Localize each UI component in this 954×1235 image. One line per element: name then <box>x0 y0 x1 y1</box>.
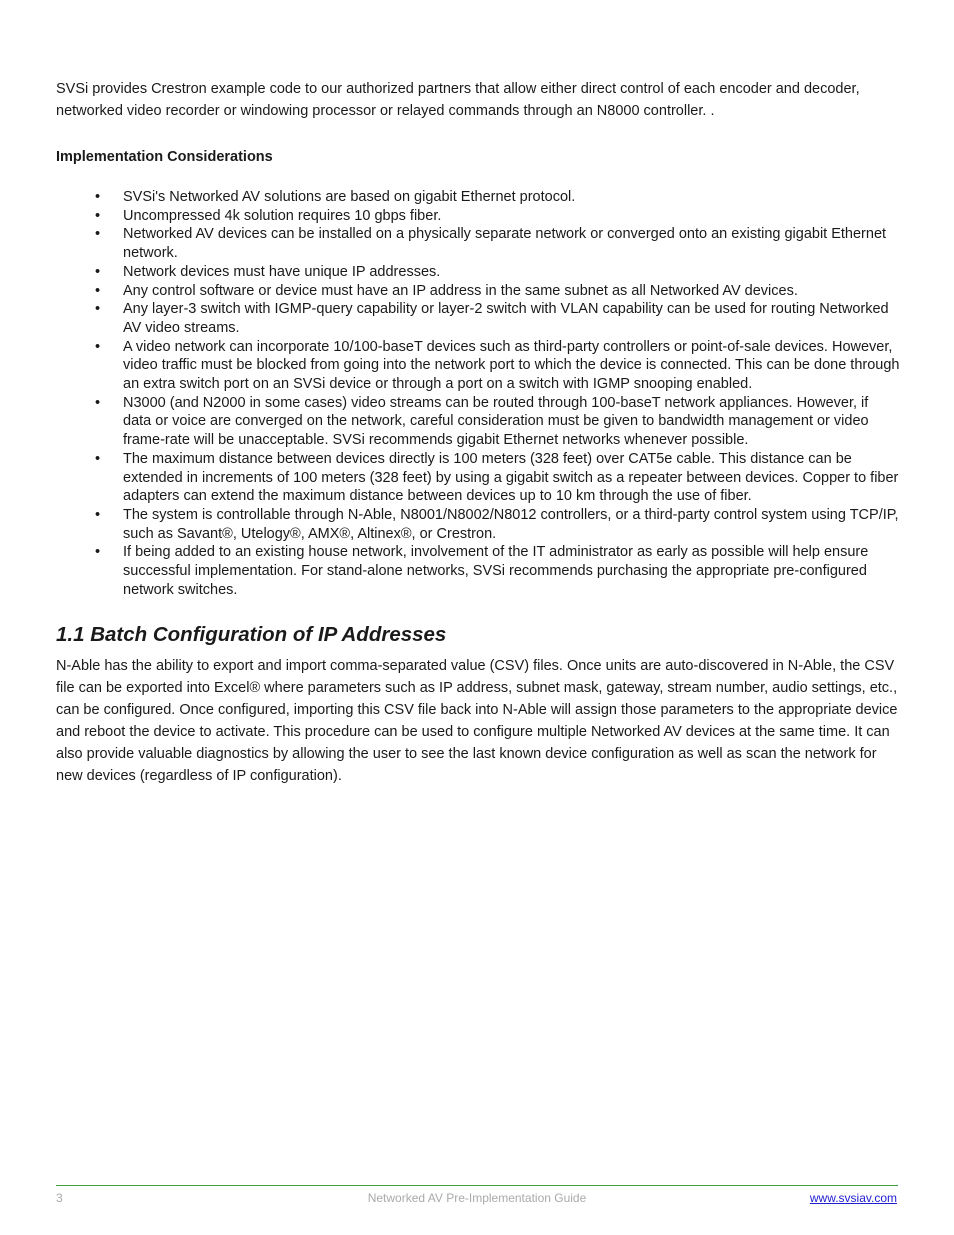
bullet-icon: • <box>95 394 101 411</box>
list-item <box>56 207 900 226</box>
intro-paragraph: SVSi provides Crestron example code to our authorized partners that allow either direct control of each encoder and decoder, networked video recorder or windowing processor or relayed commands through an N8000 controller. . <box>56 81 860 119</box>
list-item <box>56 300 900 337</box>
list-item-text: Any control software or device must have an IP address in the same subnet as all Networked AV devices. <box>123 282 798 299</box>
list-item <box>56 543 900 599</box>
section-heading: 1.1 Batch Configuration of IP Addresses <box>56 623 447 647</box>
bullet-icon: • <box>95 263 101 280</box>
bullet-icon: • <box>95 338 101 355</box>
considerations-list <box>56 188 900 599</box>
list-item <box>56 506 900 543</box>
list-item <box>56 225 900 262</box>
section-body-paragraph: N-Able has the ability to export and import comma-separated value (CSV) files. Once units are auto-discovered in N-Able, the CSV file can be exported into Excel® where parameters such as IP address, subnet mask, gateway, stream number, audio settings, etc., can be configured. Once configured, importing this CSV file back into N-Able will assign those parameters to the appropriate device and reboot the device to activate. This procedure can be used to configure multiple Networked AV devices at the same time. It can also provide valuable diagnostics by allowing the user to see the last known device configuration as well as scan the network for new devices (regardless of IP configuration). <box>56 658 898 785</box>
list-item-text: A video network can incorporate 10/100-baseT devices such as third-party controllers or point-of-sale devices. However, video traffic must be blocked from going into the network port to which the device is connected. This can be done through an extra switch port on an SVSi device or through a port on a switch with IGMP snooping enabled. <box>123 338 900 393</box>
list-item <box>56 338 900 394</box>
bullet-icon: • <box>95 450 101 467</box>
list-item-text: The system is controllable through N-Able, N8001/N8002/N8012 controllers, or a third-party control system using TCP/IP, such as Savant®, Utelogy®, AMX®, Altinex®, or Crestron. <box>123 506 899 542</box>
list-item <box>56 394 900 450</box>
list-item-text: Networked AV devices can be installed on a physically separate network or converged onto an existing gigabit Ethernet network. <box>123 226 887 262</box>
bullet-icon: • <box>95 282 101 299</box>
bullet-icon: • <box>95 301 101 318</box>
list-item <box>56 450 900 506</box>
list-item-text: Network devices must have unique IP addresses. <box>123 263 441 280</box>
list-item-text: N3000 (and N2000 in some cases) video streams can be routed through 100-baseT network appliances. However, if data or voice are converged on the network, careful consideration must be given to bandwidth management or video frame-rate will be unacceptable. SVSi recommends gigabit Ethernet networks whenever possible. <box>123 394 869 449</box>
bullet-icon: • <box>95 544 101 561</box>
bullet-icon: • <box>95 207 101 224</box>
bullet-icon: • <box>95 506 101 523</box>
considerations-heading: Implementation Considerations <box>56 149 273 165</box>
list-item-text: Uncompressed 4k solution requires 10 gbps fiber. <box>123 207 442 224</box>
website-link[interactable]: www.svsiav.com <box>809 1191 897 1205</box>
bullet-icon: • <box>95 226 101 243</box>
list-item <box>56 188 900 207</box>
list-item-text: If being added to an existing house network, involvement of the IT administrator as early as possible will help ensure successful implementation. For stand-alone networks, SVSi recommends purchasing the appropriate pre-configured network switches. <box>123 544 869 598</box>
page-number: 3 <box>56 1191 63 1205</box>
footer-doc-title: Networked AV Pre-Implementation Guide <box>367 1191 587 1205</box>
footer-divider <box>56 1185 898 1186</box>
list-item-text: Any layer-3 switch with IGMP-query capability or layer-2 switch with VLAN capability can be used for routing Networked AV video streams. <box>123 301 889 336</box>
list-item-text: SVSi's Networked AV solutions are based on gigabit Ethernet protocol. <box>123 189 576 205</box>
list-item-text: The maximum distance between devices directly is 100 meters (328 feet) over CAT5e cable. This distance can be extended in increments of 100 meters (328 feet) by using a gigabit switch as a repeater between devices. Copper to fiber adapters can extend the maximum distance between devices up to 10 km through the use of fiber. <box>123 450 899 505</box>
list-item <box>56 282 900 301</box>
bullet-icon: • <box>95 189 101 205</box>
document-page <box>56 78 900 787</box>
list-item <box>56 263 900 282</box>
